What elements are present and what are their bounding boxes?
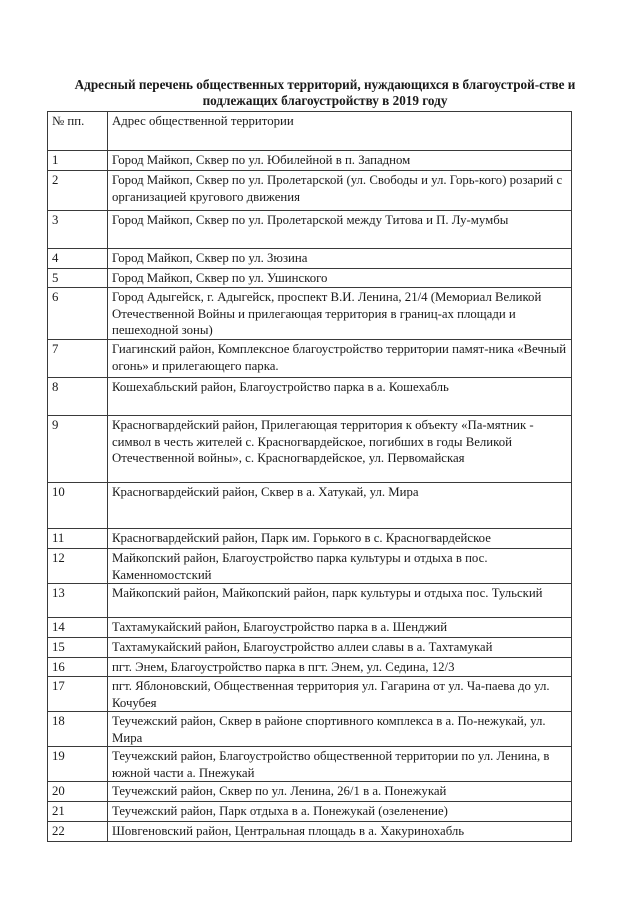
row-address: пгт. Яблоновский, Общественная территория ул. Гагарина от ул. Ча-паева до ул. Кочубея	[108, 677, 572, 712]
row-address: Город Адыгейск, г. Адыгейск, проспект В.И. Ленина, 21/4 (Мемориал Великой Отечественной Войны и прилегающая территория в границ-ах площади и пешеходной зоны)	[108, 288, 572, 340]
row-address: Город Майкоп, Сквер по ул. Пролетарской (ул. Свободы и ул. Горь-кого) розарий с организацией кругового движения	[108, 171, 572, 211]
table-row	[48, 211, 572, 249]
row-address: Город Майкоп, Сквер по ул. Ушинского	[108, 269, 572, 288]
table-row	[48, 822, 572, 842]
row-address: Теучежский район, Сквер в районе спортивного комплекса в а. По-нежукай, ул. Мира	[108, 712, 572, 747]
row-address: Город Майкоп, Сквер по ул. Зюзина	[108, 249, 572, 269]
row-number: 14	[48, 618, 108, 638]
row-number: 17	[48, 677, 108, 712]
table-row	[48, 638, 572, 658]
row-number: 5	[48, 269, 108, 288]
territory-table	[47, 111, 572, 842]
row-number: 10	[48, 483, 108, 529]
row-number: 4	[48, 249, 108, 269]
row-address: Тахтамукайский район, Благоустройство аллеи славы в а. Тахтамукай	[108, 638, 572, 658]
row-number: 20	[48, 782, 108, 802]
row-number: 11	[48, 529, 108, 549]
row-address: Красногвардейский район, Парк им. Горького в с. Красногвардейское	[108, 529, 572, 549]
row-address: Теучежский район, Парк отдыха в а. Понежукай (озеленение)	[108, 802, 572, 822]
row-address: Красногвардейский район, Сквер в а. Хатукай, ул. Мира	[108, 483, 572, 529]
row-number: 16	[48, 658, 108, 677]
row-number: 13	[48, 584, 108, 618]
table-row	[48, 584, 572, 618]
table-header-row	[48, 112, 572, 151]
table-row	[48, 288, 572, 340]
row-address: Город Майкоп, Сквер по ул. Юбилейной в п. Западном	[108, 151, 572, 171]
row-address: Гиагинский район, Комплексное благоустройство территории памят-ника «Вечный огонь» и прилегающего парка.	[108, 340, 572, 378]
table-row	[48, 269, 572, 288]
row-number: 9	[48, 416, 108, 483]
row-address: Теучежский район, Сквер по ул. Ленина, 26/1 в а. Понежукай	[108, 782, 572, 802]
row-address: Красногвардейский район, Прилегающая территория к объекту «Па-мятник - символ в честь жителей с. Красногвардейское, погибших в годы Великой Отечественной войны», с. Красногвардейское, ул. Первомайская	[108, 416, 572, 483]
header-number: № пп.	[48, 112, 108, 151]
table-row	[48, 618, 572, 638]
row-number: 22	[48, 822, 108, 842]
table-row	[48, 712, 572, 747]
table-row	[48, 483, 572, 529]
table-row	[48, 171, 572, 211]
table-row	[48, 340, 572, 378]
row-number: 6	[48, 288, 108, 340]
row-number: 21	[48, 802, 108, 822]
row-address: Город Майкоп, Сквер по ул. Пролетарской между Титова и П. Лу-мумбы	[108, 211, 572, 249]
row-address: Майкопский район, Майкопский район, парк культуры и отдыха пос. Тульский	[108, 584, 572, 618]
row-number: 18	[48, 712, 108, 747]
row-number: 1	[48, 151, 108, 171]
table-row	[48, 747, 572, 782]
table-row	[48, 416, 572, 483]
table-row	[48, 782, 572, 802]
table-row	[48, 151, 572, 171]
table-row	[48, 549, 572, 584]
header-address: Адрес общественной территории	[108, 112, 572, 151]
table-row	[48, 249, 572, 269]
row-number: 19	[48, 747, 108, 782]
row-address: Шовгеновский район, Центральная площадь в а. Хакуринохабль	[108, 822, 572, 842]
row-number: 2	[48, 171, 108, 211]
row-address: Тахтамукайский район, Благоустройство парка в а. Шенджий	[108, 618, 572, 638]
document-title: Адресный перечень общественных территорий, нуждающихся в благоустрой-стве и подлежащих благоустройству в 2019 году	[74, 77, 576, 108]
table-row	[48, 677, 572, 712]
row-address: Теучежский район, Благоустройство общественной территории по ул. Ленина, в южной части а. Пнежукай	[108, 747, 572, 782]
table-row	[48, 802, 572, 822]
row-address: Кошехабльский район, Благоустройство парка в а. Кошехабль	[108, 378, 572, 416]
row-number: 15	[48, 638, 108, 658]
row-number: 8	[48, 378, 108, 416]
table-row	[48, 529, 572, 549]
table-row	[48, 658, 572, 677]
row-number: 3	[48, 211, 108, 249]
table-row	[48, 378, 572, 416]
row-address: Майкопский район, Благоустройство парка культуры и отдыха в пос. Каменномостский	[108, 549, 572, 584]
row-address: пгт. Энем, Благоустройство парка в пгт. Энем, ул. Седина, 12/3	[108, 658, 572, 677]
row-number: 12	[48, 549, 108, 584]
row-number: 7	[48, 340, 108, 378]
